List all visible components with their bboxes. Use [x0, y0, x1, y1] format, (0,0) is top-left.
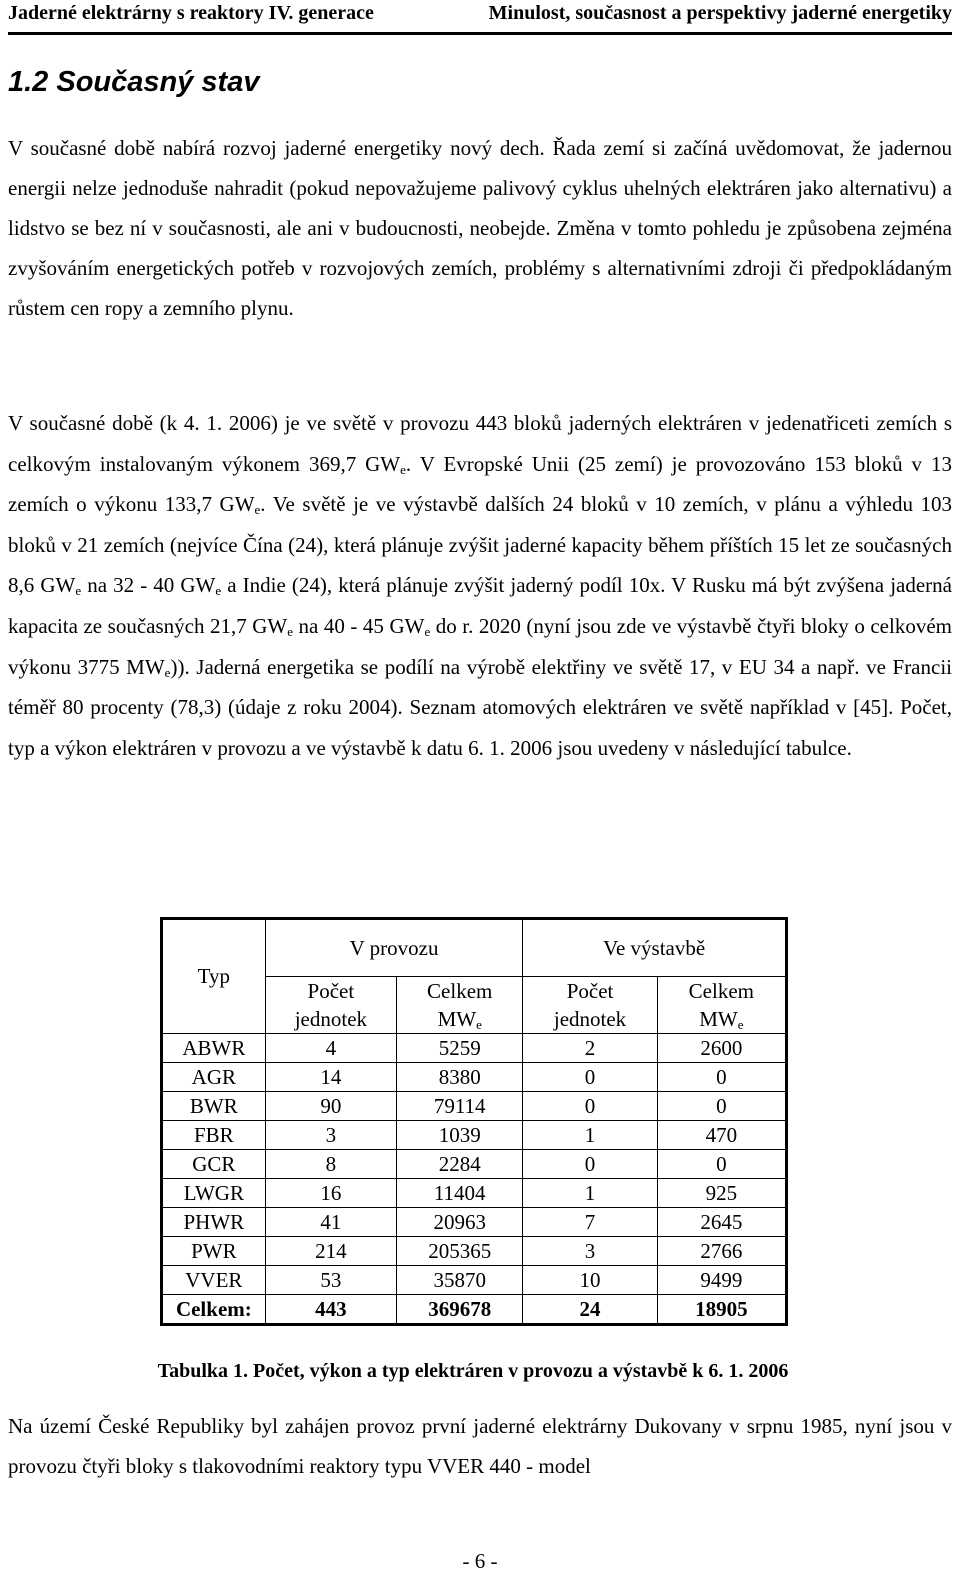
- unit-subscript: e: [164, 664, 171, 680]
- unit-subscript: e: [215, 583, 222, 599]
- table-caption: Tabulka 1. Počet, výkon a typ elektráren v provozu a výstavbě k 6. 1. 2006: [157, 1360, 789, 1382]
- table-row: [162, 1034, 787, 1063]
- cell-op-mw: 35870: [397, 1266, 523, 1295]
- cell-cons-units: 0: [523, 1150, 657, 1179]
- paragraph-czech-republic: Na území České Republiky byl zahájen provoz první jaderné elektrárny Dukovany v srpnu 1985, nyní jsou v provozu čtyři bloky s tlakovodními reaktory typu VVER 440 - model: [8, 1414, 952, 1478]
- col-op-total-header: Celkem $MW_e$: [397, 977, 523, 1034]
- col-op-units-header: Počet jednotek: [265, 977, 396, 1034]
- cell-op-mw: 205365: [397, 1237, 523, 1266]
- cell-total-op-mw: 369678: [397, 1295, 523, 1325]
- cell-op-units: 16: [265, 1179, 396, 1208]
- cell-op-mw: 1039: [397, 1121, 523, 1150]
- cell-cons-mw: 0: [657, 1150, 786, 1179]
- cell-op-units: 214: [265, 1237, 396, 1266]
- cell-cons-units: 7: [523, 1208, 657, 1237]
- cell-op-mw: 8380: [397, 1063, 523, 1092]
- unit-subscript: e: [424, 623, 431, 639]
- cell-total-cons-units: 24: [523, 1295, 657, 1325]
- cell-type: AGR: [162, 1063, 266, 1092]
- cell-type: ABWR: [162, 1034, 266, 1063]
- cell-op-units: 53: [265, 1266, 396, 1295]
- cell-op-mw: 11404: [397, 1179, 523, 1208]
- cell-op-mw: 20963: [397, 1208, 523, 1237]
- stat-text-7: do r. 2020 (nyní jsou zde ve výstavbě čtyři bloky o celkovém výkonu 3775 MW: [8, 613, 952, 679]
- cell-op-units: 8: [265, 1150, 396, 1179]
- cell-cons-units: 3: [523, 1237, 657, 1266]
- unit-subscript: e: [75, 583, 82, 599]
- cell-type: VVER: [162, 1266, 266, 1295]
- unit-subscript: e: [287, 623, 294, 639]
- stat-text-1: V současné době (k 4. 1. 2006) je ve světě v provozu 443 bloků jaderných elektráren v jedenatřiceti zemích s celkovým instalovaným výkonem 369,7 GW: [8, 411, 952, 476]
- table-row: [162, 1237, 787, 1266]
- col-cons-total-header: Celkem $MW_e$: [657, 977, 786, 1034]
- table-row: [162, 1121, 787, 1150]
- cell-type: FBR: [162, 1121, 266, 1150]
- stat-text-5: a Indie (24), která plánuje zvýšit jaderný podíl 10x. V Rusku má být zvýšena jaderná kapacita ze současných 21,7 GW: [8, 573, 952, 638]
- cell-type: LWGR: [162, 1179, 266, 1208]
- cell-total-op-units: 443: [265, 1295, 396, 1325]
- reactor-table: [160, 917, 788, 1326]
- group-in-operation-header: V provozu: [265, 919, 523, 977]
- cell-cons-units: 1: [523, 1179, 657, 1208]
- table-row: [162, 1266, 787, 1295]
- cell-op-mw: 79114: [397, 1092, 523, 1121]
- cell-type: GCR: [162, 1150, 266, 1179]
- cell-op-units: 3: [265, 1121, 396, 1150]
- cell-op-units: 90: [265, 1092, 396, 1121]
- cell-cons-mw: 470: [657, 1121, 786, 1150]
- table-row: [162, 1092, 787, 1121]
- unit-subscript: e: [254, 502, 261, 518]
- table-row: [162, 1150, 787, 1179]
- cell-cons-mw: 2766: [657, 1237, 786, 1266]
- col-cons-units-header: Počet jednotek: [523, 977, 657, 1034]
- stat-text-6: na 40 - 45 GW: [293, 613, 425, 638]
- paragraph-intro: [8, 128, 952, 328]
- header-rule: [8, 32, 952, 35]
- stat-text-3: . Ve světě je ve výstavbě dalších 24 bloků v 10 zemích, v plánu a výhledu 103 bloků v 21 zemích (nejvíce Čína (24), která plánuje zvýšit jaderné kapacity během příštích 15 let ze současných 8,6 GW: [8, 492, 952, 598]
- cell-op-mw: 2284: [397, 1150, 523, 1179]
- cell-type: BWR: [162, 1092, 266, 1121]
- stat-text-4: na 32 - 40 GW: [81, 573, 216, 598]
- group-under-construction-header: Ve výstavbě: [523, 919, 787, 977]
- cell-cons-mw: 2600: [657, 1034, 786, 1063]
- cell-type: PWR: [162, 1237, 266, 1266]
- table-row: [162, 1208, 787, 1237]
- running-header: [8, 0, 952, 34]
- cell-cons-units: 0: [523, 1092, 657, 1121]
- header-right-title: Minulost, současnost a perspektivy jaderné energetiky: [488, 2, 952, 24]
- cell-cons-mw: 925: [657, 1179, 786, 1208]
- stat-text-8: )). Jaderná energetika se podílí na výrobě elektřiny ve světě 17, v EU 34 a např. ve Francii téměř 80 procenty (78,3) (údaje z roku 2004). Seznam atomových elektráren ve světě například v [45]. Počet, typ a výkon elektráren v provozu a ve výstavbě k datu 6. 1. 2006 jsou uvedeny v následující tabulce.: [8, 654, 952, 760]
- table-group-header-row: [162, 919, 787, 977]
- cell-total-label: Celkem:: [162, 1295, 266, 1325]
- section-title: 1.2 Současný stav: [8, 66, 260, 98]
- cell-cons-units: 10: [523, 1266, 657, 1295]
- cell-cons-mw: 9499: [657, 1266, 786, 1295]
- cell-cons-units: 0: [523, 1063, 657, 1092]
- header-left-title: Jaderné elektrárny s reaktory IV. generace: [8, 2, 374, 24]
- cell-type: PHWR: [162, 1208, 266, 1237]
- cell-op-units: 41: [265, 1208, 396, 1237]
- cell-op-units: 14: [265, 1063, 396, 1092]
- cell-op-mw: 5259: [397, 1034, 523, 1063]
- table-total-row: [162, 1295, 787, 1325]
- cell-cons-units: 1: [523, 1121, 657, 1150]
- stat-text-2: . V Evropské Unii (25 zemí) je provozováno 153 bloků v 13 zemích o výkonu 133,7 GW: [8, 451, 952, 517]
- cell-total-cons-mw: 18905: [657, 1295, 786, 1325]
- paragraph-statistics: [8, 403, 952, 768]
- page-number: - 6 -: [462, 1549, 498, 1573]
- table-row: [162, 1063, 787, 1092]
- cell-cons-mw: 0: [657, 1063, 786, 1092]
- cell-cons-mw: 2645: [657, 1208, 786, 1237]
- col-type-header: Typ: [162, 919, 266, 1034]
- paragraph-intro-sentence-2: Změna v tomto pohledu je způsobena zejména zvyšováním energetických potřeb v rozvojových zemích, problémy s alternativními zdroji či předpokládaným růstem cen ropy a zemního plynu.: [8, 216, 952, 320]
- cell-cons-mw: 0: [657, 1092, 786, 1121]
- cell-op-units: 4: [265, 1034, 396, 1063]
- unit-subscript: e: [400, 461, 406, 477]
- table-row: [162, 1179, 787, 1208]
- paragraph-intro-sentence-1: V současné době nabírá rozvoj jaderné energetiky nový dech. Řada zemí si začíná uvědomovat, že jadernou energii nelze jednoduše nahradit (pokud nepovažujeme palivový cyklus uhelných elektráren jako alternativu) a lidstvo se bez ní v současnosti, ale ani v budoucnosti, neobejde.: [8, 136, 952, 240]
- cell-cons-units: 2: [523, 1034, 657, 1063]
